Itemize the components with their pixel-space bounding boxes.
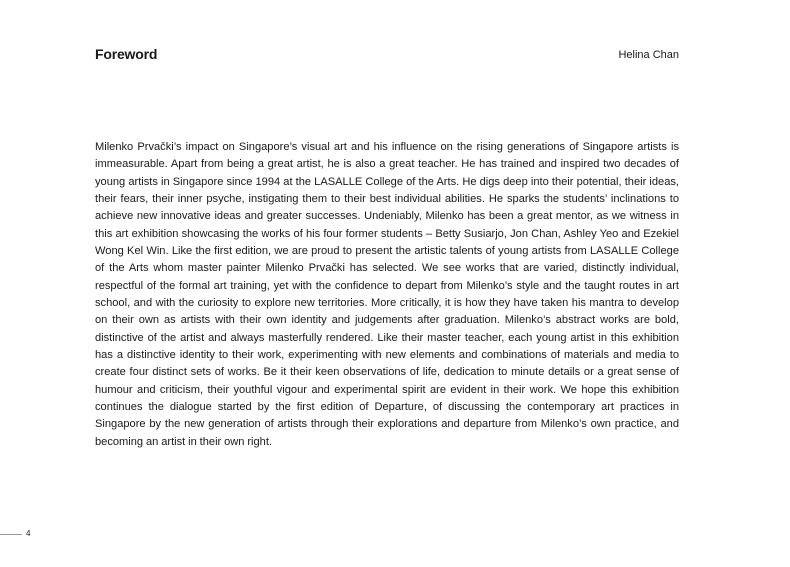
body-paragraph: Milenko Prvački’s impact on Singapore’s visual art and his influence on the rising generations of Singapore artists is immeasurable. Apart from being a great artist, he is also a great teacher. He has trained and inspired two decades of young artists in Singapore since 1994 at the LASALLE College of the Arts. He digs deep into their potential, their ideas, their fears, their inner psyche, instigating them to their best individual abilities. He sparks the students’ inclinations to achieve new innovative ideas and greater successes. Undeniably, Milenko has been a great mentor, as we witness in this art exhibition showcasing the works of his four former students – Betty Susiarjo, Jon Chan, Ashley Yeo and Ezekiel Wong Kel Win. Like the first edition, we are proud to present the artistic talents of young artists from LASALLE College of the Arts whom master painter Milenko Prvački has selected. We see works that are varied, distinctly individual, respectful of the formal art training, yet with the confidence to depart from Milenko’s style and the taught routes in art school, and with the curiosity to explore new territories. More critically, it is how they have taken his mantra to develop on their own as artists with their own identity and judgements after graduation. Milenko’s abstract works are bold, distinctive of the artist and always masterfully rendered. Like their master teacher, each young artist in this exhibition has a distinctive identity to their work, experimenting with new elements and combinations of materials and media to create four distinct sets of works. Be it their keen observations of life, dedication to minute details or a great sense of humour and criticism, their youthful vigour and experimental spirit are evident in their work. We hope this exhibition continues the dialogue started by the first edition of Departure, of discussing the contemporary art practices in Singapore by the new generation of artists through their explorations and departure from Milenko’s own practice, and becoming an artist in their own right. bbox=[95, 141, 679, 448]
folio-rule bbox=[0, 534, 22, 535]
author-name: Helina Chan bbox=[618, 49, 679, 61]
page-title: Foreword bbox=[95, 46, 158, 62]
page-header bbox=[95, 44, 679, 66]
page-number: 4 bbox=[26, 529, 31, 538]
page-folio bbox=[0, 528, 40, 540]
